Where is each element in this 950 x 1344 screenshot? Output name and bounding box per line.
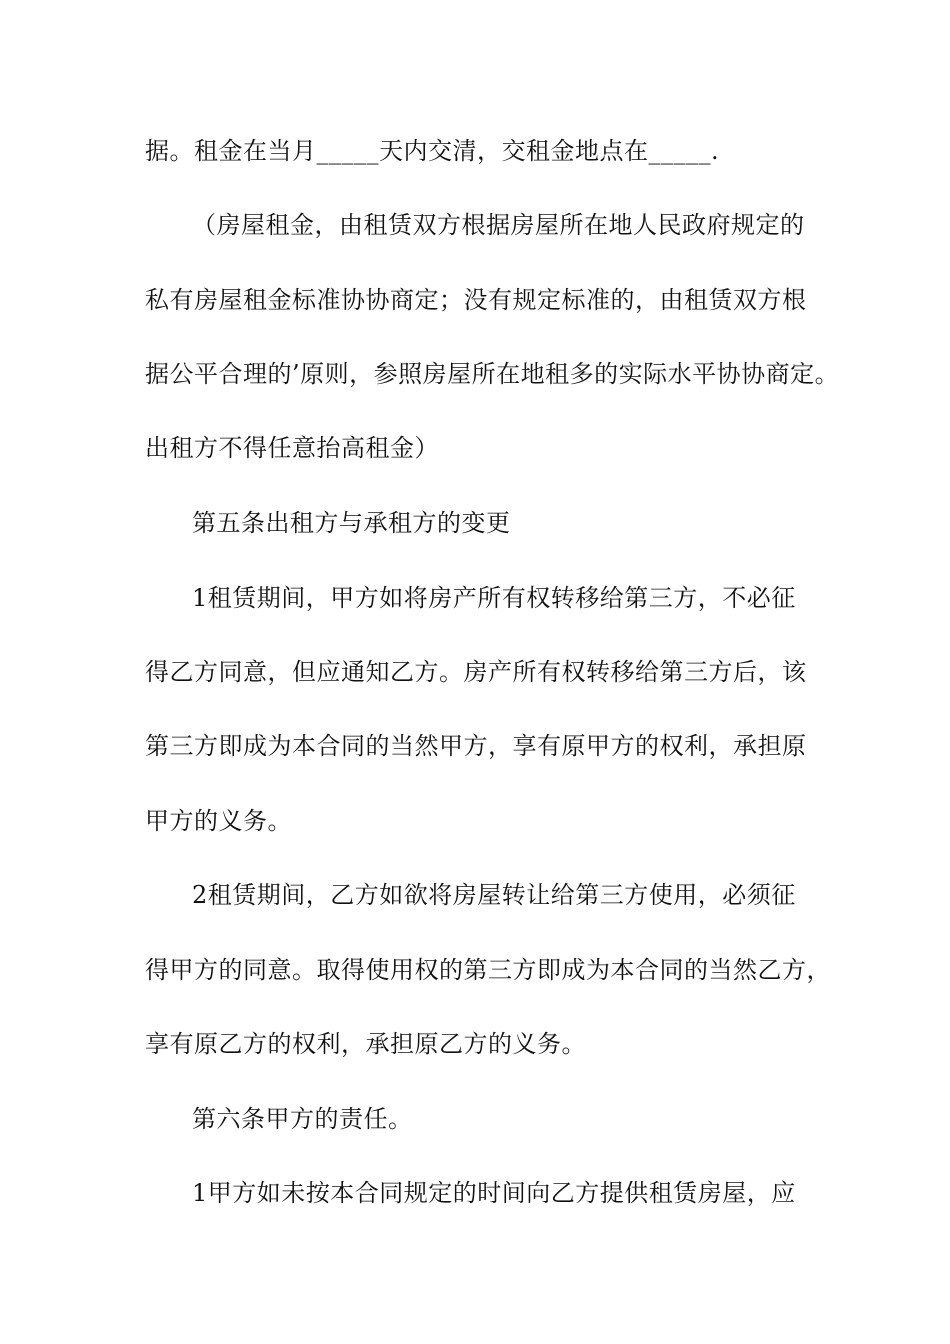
text-line-article-six-clause-1: 1甲方如未按本合同规定的时间向乙方提供租赁房屋，应 xyxy=(192,1179,796,1207)
text-line-rent-note-1: （房屋租金，由租赁双方根据房屋所在地人民政府规定的 xyxy=(192,211,805,239)
text-line-rent-note-3: 据公平合理的’原则，参照房屋所在地租多的实际水平协协商定。 xyxy=(145,360,840,388)
text-line-clause-1d: 甲方的义务。 xyxy=(145,807,292,835)
text-line-rent-payment: 据。租金在当月_____天内交清，交租金地点在_____. xyxy=(145,137,720,165)
text-line-clause-2a: 2租赁期间，乙方如欲将房屋转让给第三方使用，必须征 xyxy=(192,881,796,909)
text-line-clause-1a: 1租赁期间，甲方如将房产所有权转移给第三方，不必征 xyxy=(192,584,796,612)
article-six-heading: 第六条甲方的责任。 xyxy=(192,1105,413,1133)
text-line-clause-2b: 得甲方的同意。取得使用权的第三方即成为本合同的当然乙方， xyxy=(145,956,831,984)
text-line-rent-note-2: 私有房屋租金标准协协商定；没有规定标准的，由租赁双方根 xyxy=(145,286,807,314)
article-five-heading: 第五条出租方与承租方的变更 xyxy=(192,509,511,537)
text-line-clause-2c: 享有原乙方的权利，承担原乙方的义务。 xyxy=(145,1030,586,1058)
text-line-clause-1b: 得乙方同意，但应通知乙方。房产所有权转移给第三方后，该 xyxy=(145,658,807,686)
text-line-clause-1c: 第三方即成为本合同的当然甲方，享有原甲方的权利，承担原 xyxy=(145,732,807,760)
text-line-rent-note-4: 出租方不得任意抬高租金） xyxy=(145,434,439,462)
